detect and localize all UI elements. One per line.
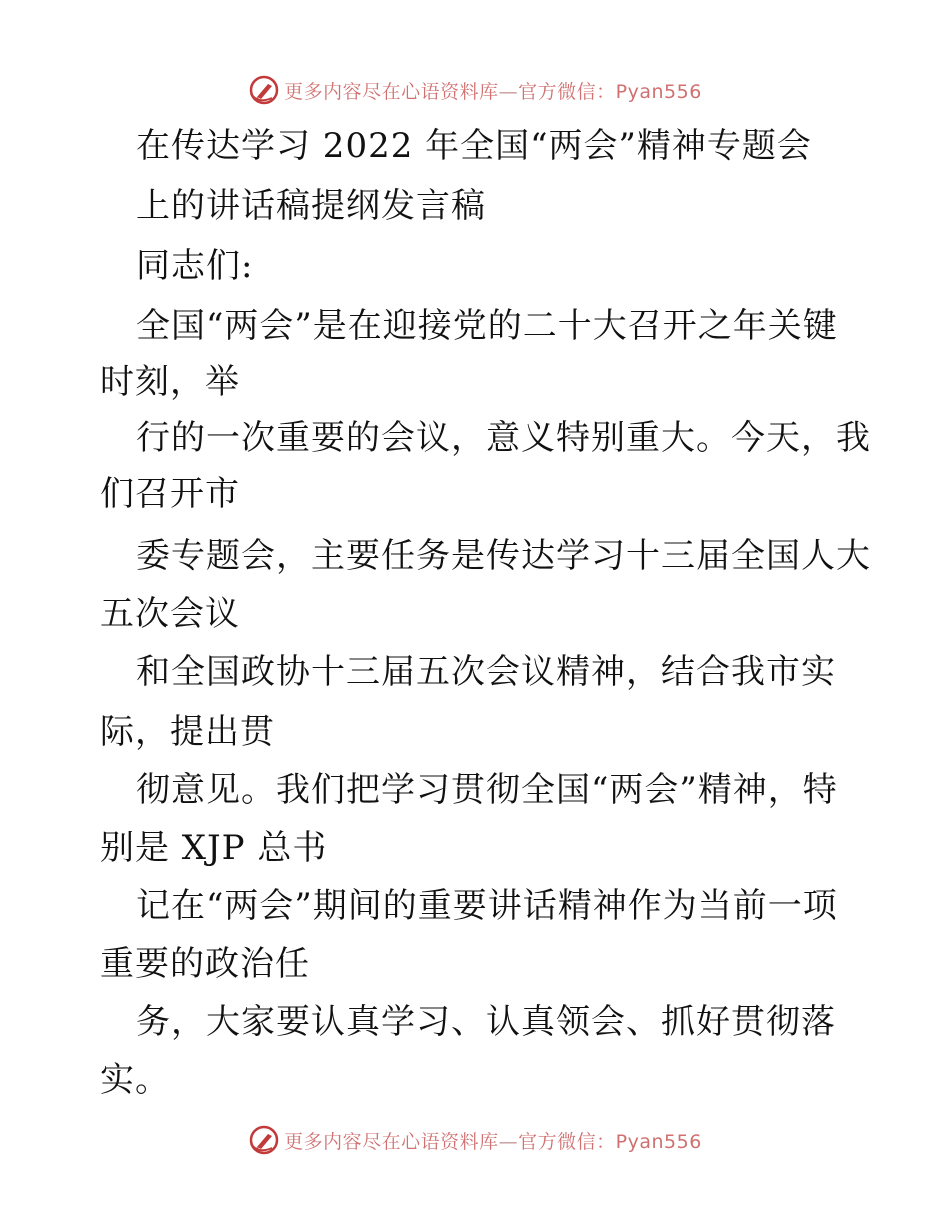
header-banner [0,70,950,110]
paragraph-line: 别是 XJP 总书 [100,828,328,868]
footer-banner [0,1120,950,1160]
paragraph-line: 实。 [100,1060,170,1100]
salutation: 同志们: [136,246,254,286]
banner-text [284,1127,702,1154]
paragraph-line: 五次会议 [100,594,240,634]
paragraph-line: 们召开市 [100,474,240,514]
banner-text [284,77,702,104]
pen-nib-logo-icon [248,74,280,106]
pen-nib-logo-icon [248,1124,280,1156]
paragraph-line: 和全国政协十三届五次会议精神，结合我市实 [136,652,836,692]
paragraph-line: 记在“两会”期间的重要讲话精神作为当前一项 [136,886,838,926]
paragraph-line: 全国“两会”是在迎接党的二十大召开之年关键 [136,306,838,346]
paragraph-line: 务，大家要认真学习、认真领会、抓好贯彻落 [136,1002,836,1042]
paragraph-line: 委专题会，主要任务是传达学习十三届全国人大 [136,536,871,576]
paragraph-line: 重要的政治任 [100,944,310,984]
banner-site-text: 更多内容尽在心语资料库 [284,80,499,103]
paragraph-line: 行的一次重要的会议，意义特别重大。今天，我 [136,418,871,458]
banner-contact-text: 官方微信：Pyan556 [518,1130,702,1153]
banner-dash: — [498,80,519,103]
document-title-line-2: 上的讲话稿提纲发言稿 [136,186,486,226]
banner-site-text: 更多内容尽在心语资料库 [284,1130,499,1153]
paragraph-line: 彻意见。我们把学习贯彻全国“两会”精神，特 [136,770,838,810]
banner-contact-text: 官方微信：Pyan556 [518,80,702,103]
document-title-line-1: 在传达学习 2022 年全国“两会”精神专题会 [136,126,812,166]
banner-dash: — [498,1130,519,1153]
paragraph-line: 时刻，举 [100,362,240,402]
paragraph-line: 际，提出贯 [100,712,275,752]
